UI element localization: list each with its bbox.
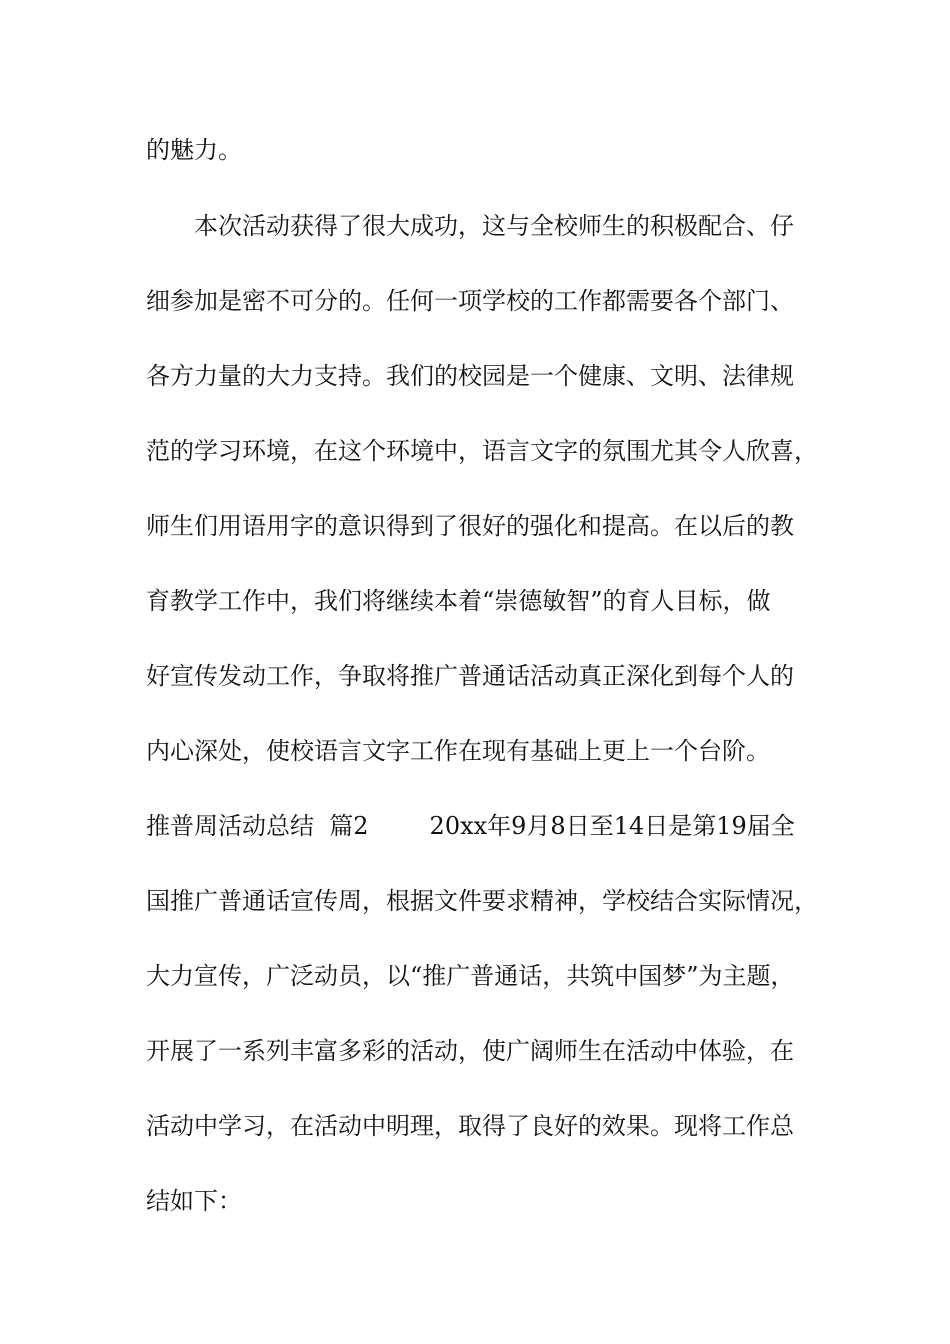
text-line: 好宣传发动工作，争取将推广普通话活动真正深化到每个人的 (146, 662, 794, 690)
text-line: 国推广普通话宣传周，根据文件要求精神，学校结合实际情况， (146, 887, 818, 915)
text-line: 细参加是密不可分的。任何一项学校的工作都需要各个部门、 (146, 287, 794, 315)
text-line: 的魅力。 (146, 136, 242, 164)
text-line: 大力宣传，广泛动员，以“推广普通话，共筑中国梦”为主题， (146, 962, 795, 990)
text-line: 师生们用语用字的意识得到了很好的强化和提高。在以后的教 (146, 512, 794, 540)
section-heading-line: 推普周活动总结 篇2 20xx年9月8日至14日是第19届全 (146, 812, 795, 840)
text-line: 育教学工作中，我们将继续本着“崇德敏智”的育人目标，做 (146, 587, 771, 615)
text-line: 各方力量的大力支持。我们的校园是一个健康、文明、法律规 (146, 362, 794, 390)
text-line: 开展了一系列丰富多彩的活动，使广阔师生在活动中体验，在 (146, 1037, 794, 1065)
text-line: 结如下： (146, 1187, 242, 1215)
text-line: 活动中学习，在活动中明理，取得了良好的效果。现将工作总 (146, 1112, 794, 1140)
text-line: 范的学习环境，在这个环境中，语言文字的氛围尤其令人欣喜， (146, 437, 818, 465)
text-line: 内心深处，使校语言文字工作在现有基础上更上一个台阶。 (146, 737, 770, 765)
paragraph-first-line: 本次活动获得了很大成功，这与全校师生的积极配合、仔 (194, 212, 794, 240)
